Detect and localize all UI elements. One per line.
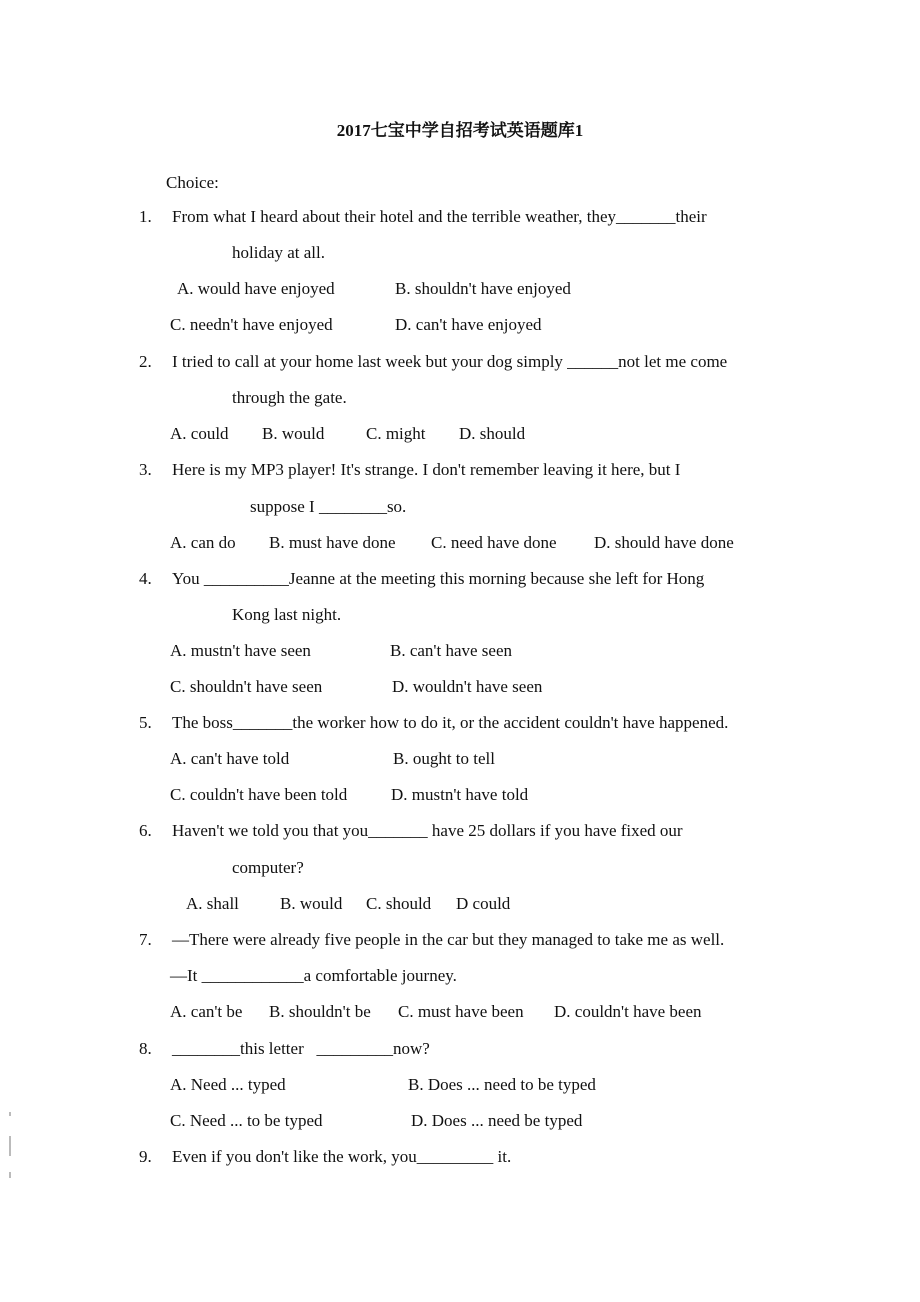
question-text: The boss_______the worker how to do it, or the accident couldn't have happened. [172,713,729,732]
option-c: C. should [366,894,432,913]
option-b: B. can't have seen [390,641,513,660]
question-text-continued: —It ____________a comfortable journey. [170,966,457,985]
option-b: B. must have done [269,533,396,552]
option-d: D could [456,894,511,913]
question-text: Here is my MP3 player! It's strange. I don't remember leaving it here, but I [172,460,681,479]
option-a: A. can do [170,533,236,552]
question-text-continued: through the gate. [232,388,347,407]
question-number: 3. [139,460,152,479]
option-a: A. mustn't have seen [170,641,311,660]
section-label: Choice: [166,173,219,192]
option-d: D. mustn't have told [391,785,529,804]
option-c: C. couldn't have been told [170,785,348,804]
option-b: B. would [280,894,343,913]
question-number: 1. [139,207,152,226]
question-text: Even if you don't like the work, you_________ it. [172,1147,512,1166]
option-c: C. might [366,424,426,443]
option-a: A. shall [186,894,239,913]
option-b: B. shouldn't have enjoyed [395,279,571,298]
option-c: C. must have been [398,1002,524,1021]
option-d: D. should have done [594,533,734,552]
question-text: —There were already five people in the car but they managed to take me as well. [172,930,725,949]
question-number: 6. [139,821,152,840]
question-number: 7. [139,930,152,949]
question-text-continued: Kong last night. [232,605,342,624]
question-number: 4. [139,569,152,588]
option-a: A. can't be [170,1002,243,1021]
question-text: Haven't we told you that you_______ have 25 dollars if you have fixed our [172,821,683,840]
option-c: C. Need ... to be typed [170,1111,323,1130]
option-b: B. Does ... need to be typed [408,1075,596,1094]
question-text-continued: computer? [232,858,304,877]
binding-marks [8,1112,14,1182]
option-a: A. could [170,424,229,443]
option-d: D. Does ... need be typed [411,1111,583,1130]
option-a: A. would have enjoyed [177,279,335,298]
question-number: 5. [139,713,152,732]
option-d: D. should [459,424,526,443]
question-text-continued: holiday at all. [232,243,326,262]
page-title: 2017七宝中学自招考试英语题库1 [336,121,584,140]
option-b: B. shouldn't be [269,1002,371,1021]
question-text: From what I heard about their hotel and the terrible weather, they_______their [172,207,707,226]
option-a: A. can't have told [170,749,290,768]
option-c: C. need have done [431,533,557,552]
option-c: C. needn't have enjoyed [170,315,333,334]
question-text: I tried to call at your home last week but your dog simply ______not let me come [172,352,728,371]
option-d: D. wouldn't have seen [392,677,543,696]
question-number: 8. [139,1039,152,1058]
option-c: C. shouldn't have seen [170,677,323,696]
option-a: A. Need ... typed [170,1075,286,1094]
question-text: You __________Jeanne at the meeting this morning because she left for Hong [172,569,705,588]
option-d: D. couldn't have been [554,1002,702,1021]
option-d: D. can't have enjoyed [395,315,542,334]
question-number: 2. [139,352,152,371]
question-number: 9. [139,1147,152,1166]
question-text: ________this letter _________now? [172,1039,430,1058]
option-b: B. ought to tell [393,749,495,768]
option-b: B. would [262,424,325,443]
question-text-continued: suppose I ________so. [250,497,407,516]
